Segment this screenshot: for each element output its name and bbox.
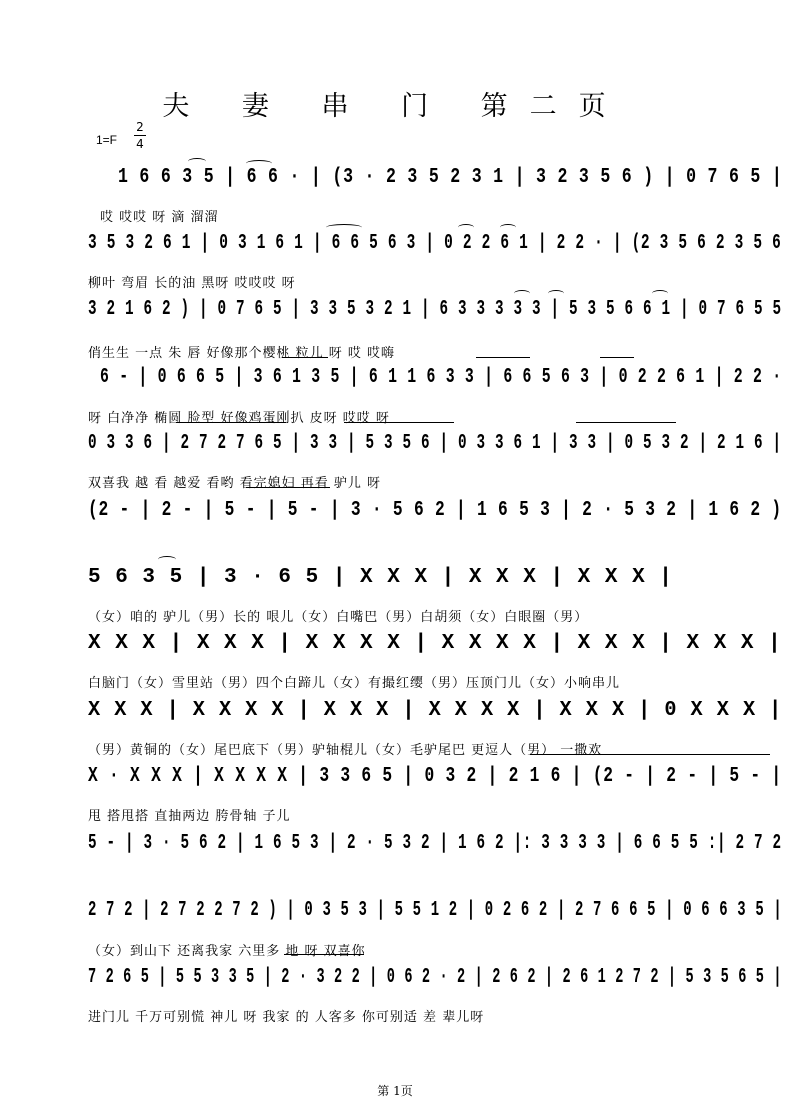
- lyric-underline: [530, 754, 770, 755]
- lyric-underline: [476, 357, 530, 358]
- slur: [158, 556, 176, 563]
- lyric-underline: [284, 954, 364, 955]
- music-line-5: 0 3 3 6 | 2 7 2 7 6 5 | 3 3 | 5 3 5 6 | 0 3 3 6 1 | 3 3 | 0 5 3 2 | 2 1 6 |: [88, 432, 782, 455]
- slur: [326, 224, 362, 231]
- lyric-line-4: 呀 白净净 椭圆 脸型 好像鸡蛋刚扒 皮呀 哎哎 呀: [88, 411, 390, 426]
- lyric-line-3: 俏生生 一点 朱 唇 好像那个樱桃 粒儿 呀 哎 哎嗨: [88, 346, 396, 361]
- lyric-underline: [576, 422, 676, 423]
- lyric-underline: [282, 357, 328, 358]
- lyric-line-2: 柳叶 弯眉 长的油 黑呀 哎哎哎 呀: [88, 276, 296, 291]
- lyric-line-8: 白脑门（女）雪里站（男）四个白蹄儿（女）有撮红缨（男）压顶门儿（女）小响串儿: [88, 676, 621, 691]
- lyric-underline: [344, 422, 454, 423]
- music-line-11: 5 - | 3 · 5 6 2 | 1 6 5 3 | 2 · 5 3 2 | 1 6 2 |: 3 3 3 3 | 6 6 5 5 :| 2 7 2: [88, 832, 782, 855]
- slur: [652, 290, 668, 297]
- slur: [458, 224, 474, 231]
- page-title: 夫 妻 串 门 第二页: [162, 91, 628, 122]
- lyric-line-12: （女）到山下 还离我家 六里多 地 呀 双喜你: [88, 944, 366, 959]
- lyric-underline: [600, 357, 634, 358]
- music-line-12: 2 7 2 | 2 7 2 2 7 2 ) | 0 3 5 3 | 5 5 1 2 | 0 2 6 2 | 2 7 6 6 5 | 0 6 6 3 5 |: [88, 899, 783, 922]
- slur: [188, 158, 206, 165]
- music-line-6: (2 - | 2 - | 5 - | 5 - | 3 · 5 6 2 | 1 6 5 3 | 2 · 5 3 2 | 1 6 2 ): [88, 499, 782, 522]
- music-line-2: 3 5 3 2 6 1 | 0 3 1 6 1 | 6 6 5 6 3 | 0 2 2 6 1 | 2 2 · | (2 3 5 6 2 3 5 6: [88, 232, 782, 255]
- music-line-3: 3 2 1 6 2 ) | 0 7 6 5 | 3 3 5 3 2 1 | 6 3 3 3 3 3 | 5 3 5 6 6 1 | 0 7 6 5 5: [88, 298, 782, 321]
- music-line-4: 6 - | 0 6 6 5 | 3 6 1 3 5 | 6 1 1 6 3 3 | 6 6 5 6 3 | 0 2 2 6 1 | 2 2 ·: [100, 366, 782, 389]
- lyric-line-1: 哎 哎哎 呀 滴 溜溜: [100, 210, 219, 225]
- time-signature-top: 2: [136, 120, 144, 134]
- lyric-line-9: （男）黄铜的（女）尾巴底下（男）驴轴棍儿（女）毛驴尾巴 更逗人（男） 一撒欢: [88, 743, 603, 758]
- lyric-underline: [176, 422, 286, 423]
- slur: [514, 290, 530, 297]
- page-number: 第 1页: [377, 1084, 413, 1098]
- time-signature: [134, 120, 146, 151]
- slur: [246, 160, 272, 167]
- lyric-line-5: 双喜我 越 看 越爱 看哟 看完媳妇 再看 驴儿 呀: [88, 476, 382, 491]
- lyric-underline: [246, 487, 330, 488]
- time-signature-bottom: 4: [136, 137, 144, 151]
- music-line-9: X X X | X X X X | X X X | X X X X | X X X | 0 X X X |: [88, 699, 783, 722]
- music-line-1: 1 6 6 3 5 | 6 6 · | (3 · 2 3 5 2 3 1 | 3 2 3 5 6 ) | 0 7 6 5 |: [118, 166, 783, 189]
- music-line-10: X · X X X | X X X X | 3 3 6 5 | 0 3 2 | 2 1 6 | (2 - | 2 - | 5 - |: [88, 765, 782, 788]
- lyric-line-13: 进门儿 千万可别慌 神儿 呀 我家 的 人客多 你可别适 差 辈儿呀: [88, 1010, 485, 1025]
- music-line-7: 5 6 3 5 | 3 · 6 5 | X X X | X X X | X X X |: [88, 566, 673, 589]
- slur: [548, 290, 564, 297]
- lyric-line-7: （女）咱的 驴儿（男）长的 哏儿（女）白嘴巴（男）白胡须（女）白眼圈（男）: [88, 610, 589, 625]
- music-line-13: 7 2 6 5 | 5 5 3 3 5 | 2 · 3 2 2 | 0 6 2 · 2 | 2 6 2 | 2 6 1 2 7 2 | 5 3 5 6 5 |: [88, 966, 783, 989]
- key-signature: 1=F: [96, 133, 118, 147]
- music-line-8: X X X | X X X | X X X X | X X X X | X X X | X X X |: [88, 632, 782, 655]
- lyric-line-10: 甩 搭甩搭 直抽两边 胯骨轴 子儿: [88, 809, 291, 824]
- slur: [500, 224, 516, 231]
